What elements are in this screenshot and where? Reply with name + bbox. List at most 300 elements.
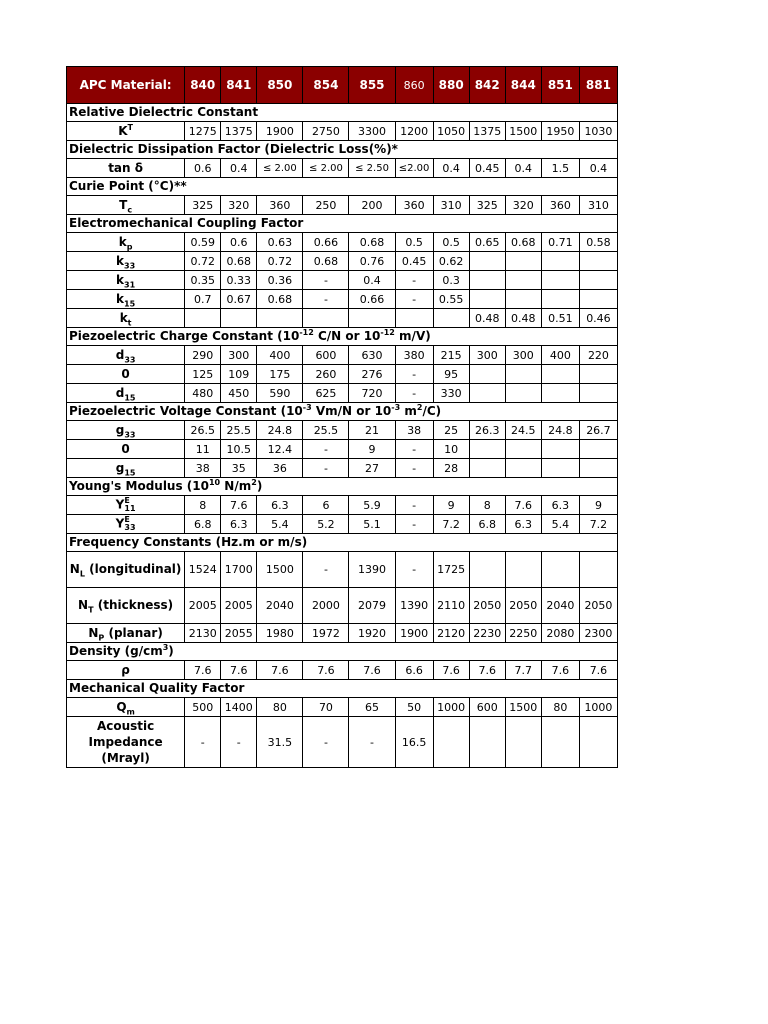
- value-cell: 500: [185, 698, 221, 717]
- value-cell: [469, 365, 505, 384]
- value-cell: 11: [185, 440, 221, 459]
- value-cell: 2130: [185, 624, 221, 643]
- label-subscript: 33: [124, 429, 136, 439]
- title-text: m: [400, 404, 417, 418]
- title-text: C/N or 10: [313, 329, 381, 343]
- table-row: [67, 698, 618, 717]
- value-cell: 0.45: [469, 159, 505, 178]
- value-cell: ≤ 2.50: [349, 159, 395, 178]
- value-cell: 7.6: [303, 661, 349, 680]
- value-cell: 6: [303, 496, 349, 515]
- value-cell: 290: [185, 346, 221, 365]
- value-cell: 630: [349, 346, 395, 365]
- value-cell: 7.7: [505, 661, 541, 680]
- title-text: Young's Modulus (10: [69, 479, 209, 493]
- value-cell: 24.8: [541, 421, 579, 440]
- value-cell: -: [395, 552, 433, 588]
- title-text: Piezoelectric Charge Constant (10: [69, 329, 300, 343]
- label-description: (thickness): [93, 598, 174, 612]
- material-842: 842: [469, 67, 505, 104]
- row-label: [67, 421, 185, 440]
- value-cell: 0.58: [579, 233, 617, 252]
- value-cell: 38: [395, 421, 433, 440]
- label-symbol: Y: [115, 516, 125, 531]
- section-title: Relative Dielectric Constant: [67, 104, 618, 122]
- label-subscript: T: [88, 605, 94, 615]
- value-cell: 3300: [349, 122, 395, 141]
- value-cell: 330: [433, 384, 469, 403]
- value-cell: -: [303, 717, 349, 768]
- value-cell: 0.63: [257, 233, 303, 252]
- label-symbol: N: [88, 625, 99, 640]
- value-cell: 6.3: [221, 515, 257, 534]
- label-superscript: T: [127, 122, 133, 132]
- value-cell: 2050: [469, 588, 505, 624]
- value-cell: 1275: [185, 122, 221, 141]
- value-cell: 0.67: [221, 290, 257, 309]
- row-label: [67, 624, 185, 643]
- value-cell: [505, 459, 541, 478]
- value-cell: 0.72: [257, 252, 303, 271]
- label-symbol: k: [116, 291, 125, 306]
- section-title: Mechanical Quality Factor: [67, 680, 618, 698]
- value-cell: 2230: [469, 624, 505, 643]
- value-cell: 0.62: [433, 252, 469, 271]
- section-title: [67, 643, 618, 661]
- value-cell: 0.68: [221, 252, 257, 271]
- value-cell: [469, 252, 505, 271]
- value-cell: 24.8: [257, 421, 303, 440]
- value-cell: 300: [221, 346, 257, 365]
- table-row: [67, 271, 618, 290]
- title-superscript: 3: [162, 643, 169, 652]
- value-cell: ≤ 2.00: [303, 159, 349, 178]
- value-cell: 300: [469, 346, 505, 365]
- label-symbol: d: [115, 385, 125, 400]
- title-superscript: -12: [299, 328, 314, 337]
- value-cell: 325: [185, 196, 221, 215]
- value-cell: 450: [221, 384, 257, 403]
- value-cell: [579, 365, 617, 384]
- table-row: [67, 515, 618, 534]
- value-cell: [505, 252, 541, 271]
- value-cell: 7.6: [541, 661, 579, 680]
- header-row: [67, 67, 618, 104]
- value-cell: 21: [349, 421, 395, 440]
- row-label: [67, 233, 185, 252]
- value-cell: -: [303, 440, 349, 459]
- value-cell: 7.6: [349, 661, 395, 680]
- title-text: /C): [422, 404, 442, 418]
- value-cell: [505, 717, 541, 768]
- row-label: [67, 271, 185, 290]
- value-cell: 12.4: [257, 440, 303, 459]
- value-cell: -: [303, 271, 349, 290]
- value-cell: 5.1: [349, 515, 395, 534]
- value-cell: 0.68: [257, 290, 303, 309]
- title-superscript: -3: [391, 403, 401, 412]
- material-881: 881: [579, 67, 617, 104]
- value-cell: 260: [303, 365, 349, 384]
- label-subscript: p: [126, 241, 133, 251]
- material-844: 844: [505, 67, 541, 104]
- value-cell: 2120: [433, 624, 469, 643]
- value-cell: [469, 459, 505, 478]
- value-cell: 1700: [221, 552, 257, 588]
- value-cell: 7.6: [221, 496, 257, 515]
- value-cell: [505, 365, 541, 384]
- value-cell: 8: [469, 496, 505, 515]
- value-cell: [469, 552, 505, 588]
- value-cell: 6.3: [505, 515, 541, 534]
- value-cell: -: [303, 552, 349, 588]
- label-symbol: g: [115, 460, 125, 475]
- table-row: [67, 233, 618, 252]
- value-cell: -: [395, 496, 433, 515]
- row-label: [67, 309, 185, 328]
- value-cell: -: [395, 271, 433, 290]
- value-cell: 0.5: [395, 233, 433, 252]
- value-cell: 6.3: [541, 496, 579, 515]
- value-cell: 400: [541, 346, 579, 365]
- table-row: [67, 346, 618, 365]
- section-header: [67, 328, 618, 346]
- section-header: [67, 643, 618, 661]
- label-subscript: 15: [124, 298, 136, 308]
- value-cell: 1000: [433, 698, 469, 717]
- value-cell: 0.4: [505, 159, 541, 178]
- table-row: [67, 196, 618, 215]
- value-cell: 1725: [433, 552, 469, 588]
- value-cell: -: [395, 515, 433, 534]
- label-subscript: 33: [124, 260, 136, 270]
- value-cell: 5.9: [349, 496, 395, 515]
- value-cell: 1950: [541, 122, 579, 141]
- material-860: 860: [395, 67, 433, 104]
- table-row: [67, 159, 618, 178]
- value-cell: 1920: [349, 624, 395, 643]
- table-row: [67, 588, 618, 624]
- value-cell: 65: [349, 698, 395, 717]
- row-label: [67, 459, 185, 478]
- value-cell: 0.59: [185, 233, 221, 252]
- value-cell: [505, 384, 541, 403]
- value-cell: -: [349, 717, 395, 768]
- value-cell: [541, 290, 579, 309]
- label-description: (planar): [104, 625, 163, 640]
- value-cell: 1030: [579, 122, 617, 141]
- row-label: [67, 698, 185, 717]
- table-row: [67, 365, 618, 384]
- value-cell: [579, 271, 617, 290]
- value-cell: -: [395, 365, 433, 384]
- value-cell: 320: [505, 196, 541, 215]
- value-cell: 36: [257, 459, 303, 478]
- label-symbol: Q: [116, 699, 127, 714]
- value-cell: 0.68: [303, 252, 349, 271]
- table-row: [67, 717, 618, 768]
- value-cell: [579, 290, 617, 309]
- material-854: 854: [303, 67, 349, 104]
- value-cell: 7.6: [257, 661, 303, 680]
- value-cell: [579, 459, 617, 478]
- table-row: [67, 661, 618, 680]
- section-header: [67, 680, 618, 698]
- section-header: [67, 478, 618, 496]
- value-cell: 125: [185, 365, 221, 384]
- section-header: [67, 141, 618, 159]
- material-855: 855: [349, 67, 395, 104]
- section-header: [67, 403, 618, 421]
- value-cell: 2040: [541, 588, 579, 624]
- value-cell: 0.68: [505, 233, 541, 252]
- table-row: [67, 384, 618, 403]
- value-cell: 80: [257, 698, 303, 717]
- value-cell: 5.4: [257, 515, 303, 534]
- value-cell: [579, 252, 617, 271]
- value-cell: 220: [579, 346, 617, 365]
- value-cell: 0.66: [303, 233, 349, 252]
- value-cell: 0.45: [395, 252, 433, 271]
- value-cell: 26.5: [185, 421, 221, 440]
- value-cell: ≤2.00: [395, 159, 433, 178]
- title-text: Vm/N or 10: [311, 404, 392, 418]
- value-cell: [541, 717, 579, 768]
- section-title: [67, 328, 618, 346]
- value-cell: [221, 309, 257, 328]
- value-cell: [579, 440, 617, 459]
- value-cell: 590: [257, 384, 303, 403]
- value-cell: 2079: [349, 588, 395, 624]
- row-label: ρ: [67, 661, 185, 680]
- label-subscript: 33: [124, 523, 136, 532]
- value-cell: 9: [579, 496, 617, 515]
- value-cell: 0.65: [469, 233, 505, 252]
- value-cell: 0.6: [221, 233, 257, 252]
- label-description: (longitudinal): [84, 562, 182, 576]
- value-cell: 600: [469, 698, 505, 717]
- value-cell: 10.5: [221, 440, 257, 459]
- value-cell: [257, 309, 303, 328]
- value-cell: [541, 440, 579, 459]
- value-cell: 16.5: [395, 717, 433, 768]
- value-cell: 1900: [257, 122, 303, 141]
- label-symbol: T: [119, 197, 128, 212]
- value-cell: 400: [257, 346, 303, 365]
- label-symbol: N: [69, 562, 80, 576]
- label-superscript: E: [124, 496, 130, 505]
- value-cell: 2005: [185, 588, 221, 624]
- label-symbol: K: [118, 123, 128, 138]
- value-cell: -: [303, 290, 349, 309]
- value-cell: 600: [303, 346, 349, 365]
- value-cell: 0.4: [221, 159, 257, 178]
- title-text: Density (g/cm: [69, 644, 163, 658]
- label-superscript: E: [124, 515, 130, 524]
- table-row: [67, 496, 618, 515]
- value-cell: -: [395, 440, 433, 459]
- value-cell: 720: [349, 384, 395, 403]
- apc-materials-table: [66, 66, 618, 768]
- value-cell: [579, 552, 617, 588]
- label-subscript: 33: [124, 354, 136, 364]
- value-cell: 7.6: [469, 661, 505, 680]
- value-cell: 0.4: [579, 159, 617, 178]
- title-superscript: 10: [208, 478, 221, 487]
- value-cell: [541, 252, 579, 271]
- value-cell: 28: [433, 459, 469, 478]
- value-cell: 310: [579, 196, 617, 215]
- value-cell: 250: [303, 196, 349, 215]
- row-label: [67, 552, 185, 588]
- value-cell: 0.76: [349, 252, 395, 271]
- value-cell: 24.5: [505, 421, 541, 440]
- title-text: ): [256, 479, 263, 493]
- value-cell: 0.7: [185, 290, 221, 309]
- label-symbol: Y: [115, 497, 125, 512]
- value-cell: 215: [433, 346, 469, 365]
- row-label: Acoustic Impedance (Mrayl): [67, 717, 185, 768]
- value-cell: 10: [433, 440, 469, 459]
- value-cell: 360: [541, 196, 579, 215]
- row-label: [67, 496, 185, 515]
- value-cell: 2750: [303, 122, 349, 141]
- material-851: 851: [541, 67, 579, 104]
- value-cell: 1.5: [541, 159, 579, 178]
- value-cell: 26.7: [579, 421, 617, 440]
- value-cell: 325: [469, 196, 505, 215]
- value-cell: 0.4: [349, 271, 395, 290]
- value-cell: 380: [395, 346, 433, 365]
- table-row: [67, 290, 618, 309]
- value-cell: [505, 440, 541, 459]
- value-cell: 480: [185, 384, 221, 403]
- value-cell: 1500: [505, 122, 541, 141]
- value-cell: 625: [303, 384, 349, 403]
- row-label: [67, 196, 185, 215]
- row-label: [67, 122, 185, 141]
- value-cell: 7.2: [579, 515, 617, 534]
- material-880: 880: [433, 67, 469, 104]
- value-cell: 2000: [303, 588, 349, 624]
- label-subscript: 15: [124, 467, 136, 477]
- value-cell: 7.6: [185, 661, 221, 680]
- value-cell: 300: [505, 346, 541, 365]
- row-label: [67, 588, 185, 624]
- label-subscript: t: [127, 317, 132, 327]
- value-cell: [579, 384, 617, 403]
- value-cell: 0.6: [185, 159, 221, 178]
- value-cell: 9: [433, 496, 469, 515]
- value-cell: -: [185, 717, 221, 768]
- value-cell: [303, 309, 349, 328]
- section-title: [67, 403, 618, 421]
- value-cell: 6.8: [185, 515, 221, 534]
- value-cell: [541, 552, 579, 588]
- value-cell: -: [395, 290, 433, 309]
- value-cell: 1972: [303, 624, 349, 643]
- value-cell: 2300: [579, 624, 617, 643]
- row-label: [67, 515, 185, 534]
- value-cell: 0.72: [185, 252, 221, 271]
- value-cell: 0.3: [433, 271, 469, 290]
- value-cell: 25.5: [303, 421, 349, 440]
- row-label: tan δ: [67, 159, 185, 178]
- row-label: [67, 346, 185, 365]
- value-cell: 1390: [349, 552, 395, 588]
- section-title: [67, 478, 618, 496]
- value-cell: 1500: [505, 698, 541, 717]
- value-cell: -: [395, 384, 433, 403]
- label-subscript: m: [126, 706, 135, 716]
- value-cell: 2110: [433, 588, 469, 624]
- value-cell: 7.6: [505, 496, 541, 515]
- value-cell: 109: [221, 365, 257, 384]
- value-cell: [541, 384, 579, 403]
- value-cell: [349, 309, 395, 328]
- value-cell: 360: [257, 196, 303, 215]
- table-row: [67, 421, 618, 440]
- header-label: APC Material:: [67, 67, 185, 104]
- value-cell: 0.35: [185, 271, 221, 290]
- value-cell: 310: [433, 196, 469, 215]
- value-cell: [395, 309, 433, 328]
- value-cell: [469, 440, 505, 459]
- value-cell: 1980: [257, 624, 303, 643]
- value-cell: 0.33: [221, 271, 257, 290]
- value-cell: 2050: [505, 588, 541, 624]
- label-symbol: k: [116, 253, 125, 268]
- value-cell: 70: [303, 698, 349, 717]
- section-header: [67, 215, 618, 233]
- row-label: [67, 252, 185, 271]
- value-cell: 0.68: [349, 233, 395, 252]
- value-cell: [505, 271, 541, 290]
- label-subscript: 15: [124, 392, 136, 402]
- value-cell: 1375: [221, 122, 257, 141]
- value-cell: 5.4: [541, 515, 579, 534]
- value-cell: 0.36: [257, 271, 303, 290]
- value-cell: 2055: [221, 624, 257, 643]
- material-850: 850: [257, 67, 303, 104]
- value-cell: ≤ 2.00: [257, 159, 303, 178]
- value-cell: 1375: [469, 122, 505, 141]
- value-cell: 2005: [221, 588, 257, 624]
- value-cell: 1500: [257, 552, 303, 588]
- value-cell: [469, 290, 505, 309]
- label-symbol: N: [78, 598, 89, 612]
- value-cell: 0.71: [541, 233, 579, 252]
- value-cell: [541, 271, 579, 290]
- value-cell: [185, 309, 221, 328]
- value-cell: 0.55: [433, 290, 469, 309]
- value-cell: 7.2: [433, 515, 469, 534]
- value-cell: 6.8: [469, 515, 505, 534]
- value-cell: [505, 290, 541, 309]
- value-cell: 2040: [257, 588, 303, 624]
- value-cell: 0.48: [505, 309, 541, 328]
- title-superscript: 2: [251, 478, 257, 487]
- value-cell: 27: [349, 459, 395, 478]
- value-cell: 31.5: [257, 717, 303, 768]
- value-cell: 0.4: [433, 159, 469, 178]
- title-superscript: -12: [380, 328, 395, 337]
- value-cell: 7.6: [579, 661, 617, 680]
- value-cell: 320: [221, 196, 257, 215]
- title-text: N/m: [220, 479, 252, 493]
- value-cell: [433, 717, 469, 768]
- value-cell: 9: [349, 440, 395, 459]
